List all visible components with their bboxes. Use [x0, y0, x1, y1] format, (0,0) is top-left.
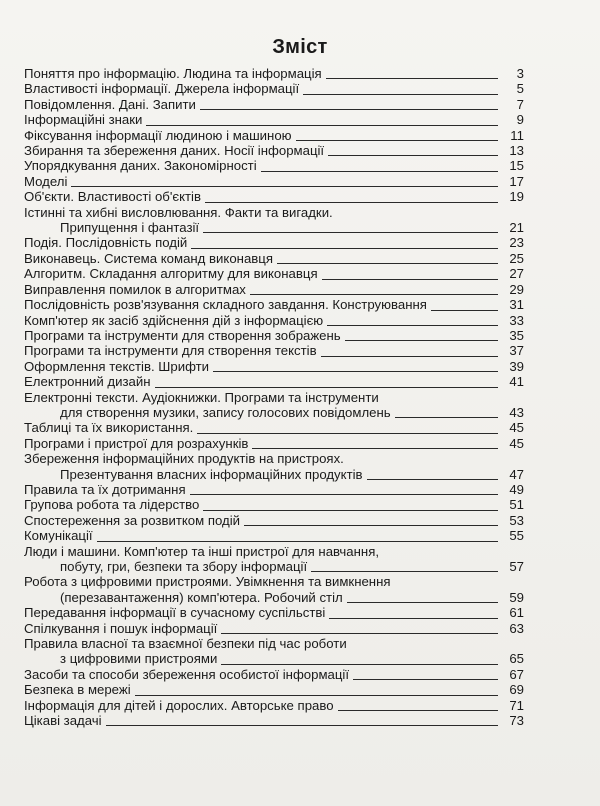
dot-leader	[328, 154, 498, 156]
page-title: Зміст	[272, 36, 328, 58]
toc-page-number: 63	[509, 620, 524, 636]
toc-page-number: 73	[509, 713, 524, 729]
dot-leader	[367, 478, 498, 480]
toc-entry	[24, 451, 524, 482]
dot-leader	[155, 386, 498, 388]
toc-entry-title: Оформлення текстів. Шрифти	[24, 358, 210, 374]
toc-entry	[24, 328, 524, 343]
toc-entry-title: Комп'ютер як засіб здійснення дій з інформацією	[24, 312, 324, 328]
table-of-contents	[24, 66, 524, 728]
dot-leader	[203, 231, 498, 233]
toc-page-number: 59	[509, 589, 524, 605]
dot-leader	[395, 416, 498, 418]
toc-page-number: 61	[509, 605, 524, 621]
toc-entry-title: Передавання інформації в сучасному суспільстві	[24, 605, 326, 621]
toc-page-number: 13	[509, 143, 524, 159]
dot-leader	[327, 324, 498, 326]
toc-entry-title: Інформаційні знаки	[24, 112, 143, 128]
toc-page-number: 69	[509, 682, 524, 698]
dot-leader	[345, 339, 498, 341]
toc-entry-title: Об'єкти. Властивості об'єктів	[24, 189, 201, 205]
toc-entry	[24, 682, 524, 697]
toc-entry-title: Фіксування інформації людиною і машиною	[24, 127, 292, 143]
toc-entry	[24, 574, 524, 605]
toc-entry-title: Таблиці та їх використання.	[24, 420, 194, 436]
toc-page-number: 39	[509, 358, 524, 374]
toc-entry	[24, 513, 524, 528]
toc-entry-title: Істинні та хибні висловлювання. Факти та вигадки.	[24, 204, 333, 220]
toc-entry	[24, 667, 524, 682]
toc-page-number: 37	[509, 343, 524, 359]
dot-leader	[146, 124, 498, 126]
toc-entry-title: Робота з цифровими пристроями. Увімкнення та вимкнення	[24, 574, 391, 590]
dot-leader	[329, 617, 498, 619]
dot-leader	[197, 432, 498, 434]
toc-entry-title: Програми та інструменти для створення текстів	[24, 343, 317, 359]
toc-entry-title: Послідовність розв'язування складного завдання. Конструювання	[24, 297, 427, 313]
toc-entry-title: з цифровими пристроями	[60, 651, 218, 667]
dot-leader	[200, 108, 498, 110]
toc-entry	[24, 636, 524, 667]
toc-entry-title: Збирання та збереження даних. Носії інформації	[24, 143, 325, 159]
toc-entry-title: Спілкування і пошук інформації	[24, 620, 218, 636]
dot-leader	[303, 93, 498, 95]
toc-entry	[24, 482, 524, 497]
toc-page-number: 49	[509, 481, 524, 497]
toc-entry-title: Люди і машини. Комп'ютер та інші пристрої для навчання,	[24, 543, 380, 559]
toc-entry	[24, 158, 524, 173]
toc-page-number: 41	[509, 374, 524, 390]
toc-page-number: 51	[509, 497, 524, 513]
dot-leader	[190, 493, 498, 495]
toc-entry-title: (перезавантаження) комп'ютера. Робочий стіл	[60, 589, 343, 605]
toc-page-number: 23	[509, 235, 524, 251]
toc-page-number: 47	[509, 466, 524, 482]
toc-entry	[24, 359, 524, 374]
dot-leader	[191, 247, 498, 249]
toc-entry-title: Збереження інформаційних продуктів на пристроях.	[24, 451, 344, 467]
dot-leader	[203, 509, 498, 511]
dot-leader	[71, 185, 498, 187]
toc-entry	[24, 66, 524, 81]
toc-entry-title: Цікаві задачі	[24, 713, 102, 729]
toc-page-number: 25	[509, 250, 524, 266]
dot-leader	[135, 694, 498, 696]
toc-entry-title: Програми і пристрої для розрахунків	[24, 435, 249, 451]
toc-entry	[24, 81, 524, 96]
dot-leader	[97, 540, 498, 542]
toc-page-number: 9	[516, 112, 524, 128]
toc-entry-title: Електронний дизайн	[24, 374, 151, 390]
toc-entry-title: для створення музики, запису голосових повідомлень	[60, 404, 391, 420]
dot-leader	[244, 524, 498, 526]
dot-leader	[338, 709, 498, 711]
dot-leader	[213, 370, 498, 372]
toc-entry	[24, 390, 524, 421]
toc-entry-title: Упорядкування даних. Закономірності	[24, 158, 257, 174]
dot-leader	[277, 262, 498, 264]
toc-entry-title: Засоби та способи збереження особистої інформації	[24, 666, 350, 682]
toc-page-number: 45	[509, 435, 524, 451]
toc-entry	[24, 174, 524, 189]
toc-entry	[24, 128, 524, 143]
dot-leader	[106, 724, 498, 726]
toc-entry-title: Групова робота та лідерство	[24, 497, 200, 513]
dot-leader	[296, 139, 498, 141]
toc-entry-title: Подія. Послідовність подій	[24, 235, 188, 251]
toc-entry	[24, 698, 524, 713]
toc-page-number: 11	[510, 127, 524, 143]
toc-page-number: 35	[509, 327, 524, 343]
toc-entry	[24, 621, 524, 636]
toc-entry-title: Повідомлення. Дані. Запити	[24, 96, 196, 112]
toc-page-number: 53	[509, 512, 524, 528]
toc-page-number: 29	[509, 281, 524, 297]
toc-entry-title: Презентування власних інформаційних продуктів	[60, 466, 363, 482]
dot-leader	[205, 201, 498, 203]
toc-page-number: 19	[509, 189, 524, 205]
toc-entry	[24, 528, 524, 543]
dot-leader	[250, 293, 498, 295]
toc-page-number: 7	[516, 96, 524, 112]
toc-entry-title: побуту, гри, безпеки та збору інформації	[60, 559, 308, 574]
toc-entry	[24, 282, 524, 297]
toc-page-number: 45	[509, 420, 524, 436]
toc-entry	[24, 235, 524, 250]
toc-entry	[24, 266, 524, 281]
toc-entry	[24, 297, 524, 312]
toc-page-number: 55	[509, 528, 524, 544]
toc-page-number: 71	[509, 697, 524, 713]
toc-entry-title: Комунікації	[24, 528, 93, 544]
toc-page-number: 5	[516, 81, 524, 97]
toc-page-number: 27	[509, 266, 524, 282]
toc-page-number: 15	[509, 158, 524, 174]
toc-page-number: 43	[509, 404, 524, 420]
toc-entry-title: Алгоритм. Складання алгоритму для виконавця	[24, 266, 318, 282]
toc-entry-title: Електронні тексти. Аудіокнижки. Програми та інструменти	[24, 389, 379, 405]
toc-entry	[24, 605, 524, 620]
toc-entry-title: Правила та їх дотримання	[24, 481, 186, 497]
toc-entry-title: Властивості інформації. Джерела інформації	[24, 81, 300, 97]
dot-leader	[431, 309, 498, 311]
dot-leader	[221, 663, 498, 665]
toc-page-number: 17	[509, 173, 524, 189]
toc-page-number: 33	[509, 312, 524, 328]
toc-entry-title: Спостереження за розвитком подій	[24, 512, 241, 528]
dot-leader	[311, 570, 498, 572]
toc-page-number: 3	[516, 66, 524, 81]
toc-entry-title: Правила власної та взаємної безпеки під час роботи	[24, 636, 347, 652]
toc-entry	[24, 97, 524, 112]
dot-leader	[353, 678, 498, 680]
dot-leader	[221, 632, 498, 634]
toc-entry	[24, 112, 524, 127]
dot-leader	[322, 278, 498, 280]
toc-entry	[24, 497, 524, 512]
toc-entry-title: Виправлення помилок в алгоритмах	[24, 281, 246, 297]
toc-entry	[24, 143, 524, 158]
toc-entry	[24, 189, 524, 204]
toc-page-number: 67	[509, 666, 524, 682]
toc-entry-title: Безпека в мережі	[24, 682, 131, 698]
toc-entry-title: Інформація для дітей і дорослих. Авторське право	[24, 697, 334, 713]
toc-entry-title: Поняття про інформацію. Людина та інформація	[24, 66, 322, 81]
toc-entry-title: Виконавець. Система команд виконавця	[24, 250, 273, 266]
toc-page-number: 65	[509, 651, 524, 667]
dot-leader	[326, 77, 498, 79]
toc-entry	[24, 251, 524, 266]
toc-entry-title: Моделі	[24, 173, 68, 189]
dot-leader	[261, 170, 498, 172]
toc-entry-title: Програми та інструменти для створення зображень	[24, 327, 341, 343]
toc-entry	[24, 374, 524, 389]
toc-entry	[24, 544, 524, 575]
dot-leader	[252, 447, 498, 449]
toc-page-number: 31	[509, 297, 524, 313]
toc-entry	[24, 343, 524, 358]
toc-entry	[24, 205, 524, 236]
toc-page-number: 21	[509, 220, 524, 236]
toc-page-number: 57	[509, 559, 524, 574]
dot-leader	[347, 601, 498, 603]
toc-entry	[24, 313, 524, 328]
toc-entry	[24, 436, 524, 451]
toc-entry-title: Припущення і фантазії	[60, 220, 200, 236]
dot-leader	[321, 355, 498, 357]
toc-entry	[24, 420, 524, 435]
toc-entry	[24, 713, 524, 728]
